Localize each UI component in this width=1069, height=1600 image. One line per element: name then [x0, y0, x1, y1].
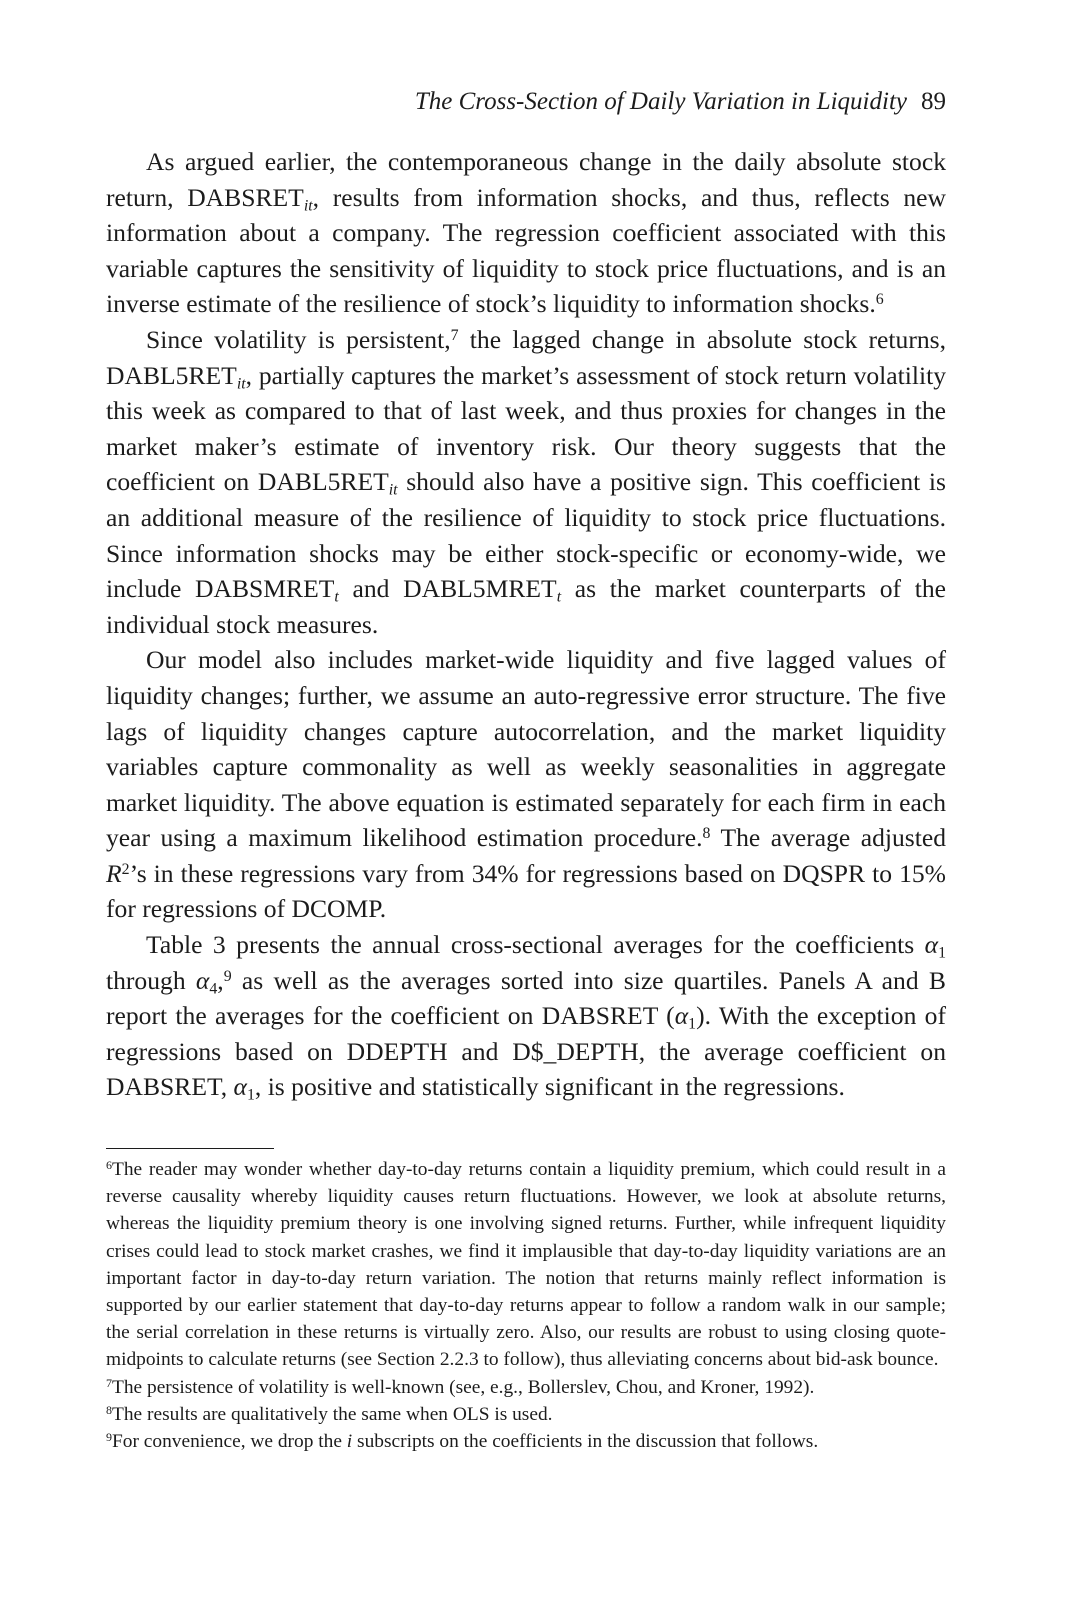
footnote-7: [106, 1374, 946, 1401]
body-text: [106, 144, 946, 1105]
footnote-ref-8[interactable]: 8: [702, 825, 711, 843]
footnote-8: [106, 1401, 946, 1428]
footnote-text: The reader may wonder whether day-to-day returns contain a liquidity premium, which could result in a reverse causality whereby liquidity causes return fluctuations. However, we look at absolute returns, whereas the liquidity premium theory is one involving signed returns. Further, while infrequent liquidity crises could lead to stock market crashes, we find it implausible that day-to-day liquidity variations are an important factor in day-to-day return variation. The notion that returns mainly reflect information is supported by our earlier statement that day-to-day returns appear to follow a random walk in our sample; the serial correlation in these returns is virtually zero. Also, our results are robust to using closing quote-midpoints to calculate returns (see Section 2.2.3 to follow), thus alleviating concerns about bid-ask bounce.: [106, 1159, 946, 1371]
footnote-text: For convenience, we drop the: [112, 1431, 347, 1453]
footnote-ref-7[interactable]: 7: [450, 327, 459, 345]
math-variable: R: [106, 858, 122, 888]
paragraph-1: [106, 144, 946, 322]
footnote-text: The persistence of volatility is well-known (see, e.g., Bollerslev, Chou, and Kroner, 1992).: [112, 1376, 815, 1398]
text-run: as the market counterparts of the individual stock measures.: [106, 574, 946, 639]
math-alpha: α: [924, 930, 939, 960]
text-run: Table 3 presents the annual cross-sectional averages for the coefficients: [146, 930, 925, 960]
paragraph-3: [106, 642, 946, 927]
footnote-ref-9[interactable]: 9: [223, 967, 232, 985]
running-header: [108, 86, 946, 118]
superscript: 2: [121, 860, 130, 878]
math-variable: i: [346, 1431, 353, 1453]
text-run: As argued earlier, the contemporaneous change in the daily absolute stock return, DABSRET: [106, 147, 946, 212]
text-run: Since volatility is persistent,: [146, 324, 451, 354]
text-run: Our model also includes market-wide liquidity and five lagged values of liquidity changes; further, we assume an auto-regressive error structure. The five lags of liquidity changes capture autocorrelation, and the market liquidity variables capture commonality as well as weekly seasonalities in aggregate market liquidity. The above equation is estimated separately for each firm in each year using a maximum likelihood estimation procedure.: [106, 645, 946, 853]
text-run: , results from information shocks, and thus, reflects new information about a company. The regression coefficient associated with this variable captures the sensitivity of liquidity to stock price fluctuations, and is an inverse estimate of the resilience of stock’s liquidity to information shocks.: [106, 182, 946, 319]
text-run: , partially captures the market’s assessment of stock return volatility this week as compared to that of last week, and thus proxies for changes in the market maker’s estimate of inventory risk. Our theory suggests that the coefficient on DABL5RET: [106, 360, 946, 497]
math-alpha: α: [233, 1072, 247, 1102]
subscript: 1: [246, 1086, 255, 1104]
footnote-mark: 7: [106, 1375, 113, 1390]
subscript: 1: [938, 944, 946, 962]
footnote-ref-6[interactable]: 6: [875, 291, 884, 309]
subscript: it: [236, 375, 246, 392]
footnote-mark: 8: [106, 1402, 113, 1417]
subscript: t: [556, 588, 562, 606]
text-run: should also have a positive sign. This coefficient is an additional measure of the resilience of liquidity to stock price fluctuations. Since information shocks may be either stock-specific or economy-wide, we include DABSMRET: [106, 467, 946, 604]
paragraph-4: [106, 927, 946, 1105]
text-run: ,: [217, 965, 224, 995]
math-alpha: α: [674, 1001, 689, 1031]
subscript: it: [388, 481, 398, 499]
text-run: , is positive and statistically significant in the regressions.: [254, 1072, 845, 1102]
footnote-6: [106, 1156, 946, 1374]
math-alpha: α: [195, 965, 210, 995]
footnote-text: The results are qualitatively the same when OLS is used.: [112, 1403, 553, 1425]
running-title: The Cross-Section of Daily Variation in Liquidity: [414, 88, 907, 115]
subscript: t: [334, 588, 339, 606]
text-run: ). With the exception of regressions based on DDEPTH and D$_DEPTH, the average coefficient on DABSRET,: [106, 1001, 947, 1102]
subscript: 1: [688, 1015, 697, 1033]
footnote-9: [106, 1428, 946, 1455]
paragraph-2: [106, 322, 946, 642]
text-run: and DABL5MRET: [338, 574, 557, 604]
text-run: the lagged change in absolute stock returns, DABL5RET: [106, 324, 946, 390]
footnote-mark: 9: [106, 1430, 113, 1445]
text-run: through: [106, 965, 196, 995]
text-run: ’s in these regressions vary from 34% for regressions based on DQSPR to 15% for regressions of DCOMP.: [106, 858, 946, 924]
footnotes: [106, 1156, 946, 1455]
footnote-divider: [106, 1148, 274, 1149]
text-run: The average adjusted: [710, 823, 946, 853]
page-number: 89: [921, 88, 946, 115]
text-run: as well as the averages sorted into size quartiles. Panels A and B report the averages for the coefficient on DABSRET (: [106, 965, 946, 1031]
footnote-mark: 6: [106, 1158, 113, 1172]
subscript: it: [303, 197, 313, 215]
subscript: 4: [209, 980, 218, 998]
footnote-text: subscripts on the coefficients in the discussion that follows.: [352, 1431, 819, 1453]
